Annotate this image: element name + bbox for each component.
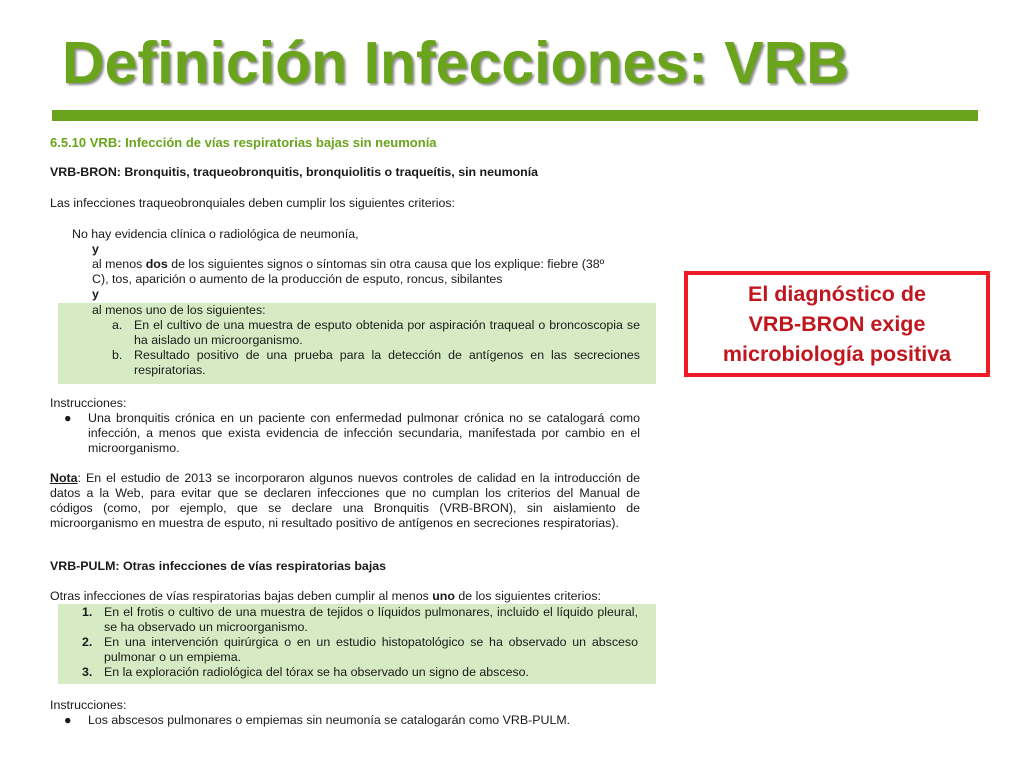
conjunction-y: y — [92, 242, 99, 256]
pulm-heading: VRB-PULM: Otras infecciones de vías respiratorias bajas — [50, 559, 387, 573]
conjunction-y: y — [92, 287, 99, 301]
list-item — [58, 665, 656, 680]
callout-line: El diagnóstico de — [748, 282, 926, 306]
list-item — [58, 318, 656, 348]
bron-heading: VRB-BRON: Bronquitis, traqueobronquitis, bronquiolitis o traqueítis, sin neumonía — [50, 165, 539, 179]
document-excerpt — [50, 128, 640, 728]
list-marker: 3. — [82, 665, 93, 679]
list-item-text: En el cultivo de una muestra de esputo obtenida por aspiración traqueal o broncoscopia se ha aislado un microorganismo. — [134, 318, 640, 347]
pulm-intro-bold: uno — [432, 589, 455, 603]
highlight-microbiology — [58, 303, 656, 384]
pulm-instructions-list — [50, 713, 640, 728]
list-item — [58, 635, 656, 665]
note-label: Nota — [50, 471, 78, 485]
list-marker: 2. — [82, 635, 93, 649]
note-paragraph — [50, 471, 640, 531]
highlight-pulm-criteria — [58, 604, 656, 684]
list-item — [58, 605, 656, 635]
criterion-signs — [50, 257, 640, 272]
list-item — [58, 348, 656, 378]
criterion-signs-bold: dos — [145, 257, 168, 271]
pulm-instructions-label: Instrucciones: — [50, 698, 127, 712]
section-heading: 6.5.10 VRB: Infección de vías respiratorias bajas sin neumonía — [50, 135, 437, 150]
list-item-text: Una bronquitis crónica en un paciente con enfermedad pulmonar crónica no se catalogará como infección, a menos que exista evidencia de infección secundaria, manifestada por cambio en el microorganismo. — [88, 411, 640, 455]
pulm-intro-post: de los siguientes criterios: — [454, 589, 601, 603]
pulm-intro-pre: Otras infecciones de vías respiratorias bajas deben cumplir al menos — [50, 589, 433, 603]
criterion-signs-pre: al menos — [92, 257, 146, 271]
bron-intro: Las infecciones traqueobronquiales deben cumplir los siguientes criterios: — [50, 196, 455, 210]
bullet-icon: ● — [64, 713, 72, 727]
bron-instructions-list — [50, 411, 640, 456]
callout-line: microbiología positiva — [722, 342, 952, 366]
pulm-intro — [50, 589, 640, 604]
microbiology-list — [58, 318, 656, 378]
list-marker: b. — [112, 348, 123, 362]
list-item — [50, 411, 640, 456]
list-item-text: Los abscesos pulmonares o empiemas sin neumonía se catalogarán como VRB-PULM. — [88, 713, 571, 727]
criterion-signs-post: de los siguientes signos o síntomas sin otra causa que los explique: fiebre (38º — [167, 257, 605, 271]
list-item — [50, 713, 640, 728]
pulm-criteria-list — [58, 605, 656, 680]
callout-box — [684, 271, 990, 377]
criterion-signs-line2: C), tos, aparición o aumento de la producción de esputo, roncus, sibilantes — [92, 272, 503, 286]
callout-line: VRB-BRON exige — [748, 312, 926, 336]
slide-title: Definición Infecciones: VRB — [62, 30, 849, 96]
note-text: : En el estudio de 2013 se incorporaron algunos nuevos controles de calidad en la introducción de datos a la Web, para evitar que se declaren infecciones que no cumplan los criterios del Manual de códigos (como, por ejemplo, que se declare una Bronquitis (VRB-BRON), sin aislamiento de microorganismo en muestra de esputo, ni resultado positivo de antígenos en secreciones respiratorias). — [50, 471, 640, 530]
list-item-text: En una intervención quirúrgica o en un estudio histopatológico se ha observado un absceso pulmonar o un empiema. — [104, 635, 638, 664]
list-item-text: En la exploración radiológica del tórax se ha observado un signo de absceso. — [104, 665, 529, 679]
list-item-text: En el frotis o cultivo de una muestra de tejidos o líquidos pulmonares, incluido el líquido pleural, se ha observado un microorganismo. — [104, 605, 638, 634]
title-underline — [52, 110, 978, 121]
instructions-label: Instrucciones: — [50, 396, 127, 410]
bron-criteria — [50, 227, 640, 384]
criterion-at-least-one: al menos uno de los siguientes: — [92, 303, 266, 317]
list-item-text: Resultado positivo de una prueba para la detección de antígenos en las secreciones respiratorias. — [134, 348, 640, 377]
criterion-no-pneumonia: No hay evidencia clínica o radiológica de neumonía, — [72, 227, 359, 241]
callout-text — [723, 279, 951, 369]
list-marker: 1. — [82, 605, 93, 619]
bullet-icon: ● — [64, 411, 72, 425]
list-marker: a. — [112, 318, 123, 332]
